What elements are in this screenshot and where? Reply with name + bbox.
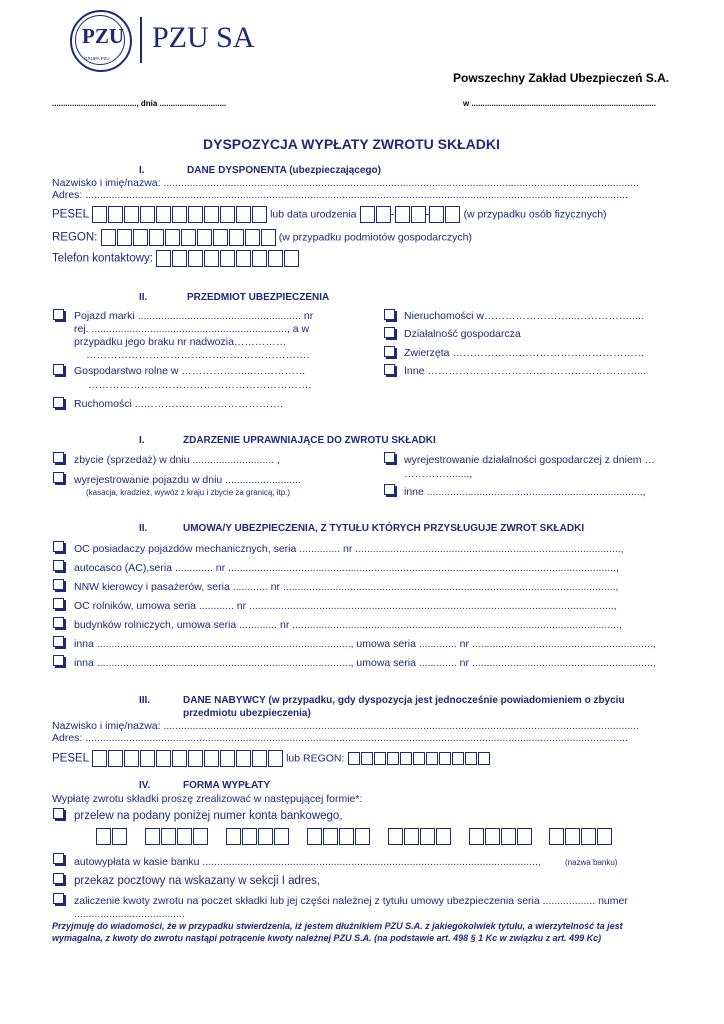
farm-line-1: Gospodarstwo rolne w ………………...…………… bbox=[74, 365, 306, 377]
birth-label: lub data urodzenia bbox=[270, 208, 357, 221]
sec3-heading: ZDARZENIE UPRAWNIAJĄCE DO ZWROTU SKŁADKI bbox=[183, 435, 436, 446]
vehicle-line-1: Pojazd marki ........................................................ nr bbox=[74, 310, 314, 322]
iban-group[interactable] bbox=[226, 828, 289, 845]
sec3-num: I. bbox=[139, 435, 145, 446]
real-estate-checkbox[interactable] bbox=[384, 309, 395, 320]
transfer-label: przelew na podany poniżej numer konta bankowego, bbox=[74, 810, 343, 822]
pesel-label: PESEL bbox=[52, 208, 89, 221]
contract-item: NNW kierowcy i pasażerów, seria ............ nr .................................................................................................................., bbox=[74, 581, 619, 593]
other-subject-checkbox[interactable] bbox=[384, 364, 395, 375]
sec1-phone-row bbox=[52, 250, 299, 267]
birth-day-boxes[interactable] bbox=[360, 206, 391, 223]
offset-checkbox[interactable] bbox=[53, 893, 64, 904]
sec6-num: IV. bbox=[139, 780, 151, 791]
page-title: DYSPOZYCJA WYPŁATY ZWROTU SKŁADKI bbox=[203, 136, 500, 152]
contract-checkbox[interactable] bbox=[53, 617, 64, 628]
contract-item: budynków rolniczych, umowa seria ............. nr ................................................................................................................, bbox=[74, 619, 622, 631]
biz-dereg-line-2: …………........, bbox=[404, 468, 473, 480]
sale-checkbox[interactable] bbox=[53, 452, 64, 463]
dereg-label: wyrejestrowanie pojazdu w dniu .......................... bbox=[74, 474, 302, 486]
other-subject-label: Inne ……………………………………………………... bbox=[404, 365, 647, 377]
contract-checkbox[interactable] bbox=[53, 636, 64, 647]
autopay-label: autowypłata w kasie banku ..................................................................................................................., bbox=[74, 856, 541, 868]
vehicle-line-2: rej. ..................................................................., a w bbox=[74, 323, 310, 335]
iban-boxes[interactable] bbox=[96, 828, 612, 846]
sec5-num: III. bbox=[139, 695, 151, 706]
regon-note: (w przypadku podmiotów gospodarczych) bbox=[278, 231, 472, 244]
animals-checkbox[interactable] bbox=[384, 346, 395, 357]
logo-divider bbox=[140, 17, 142, 63]
postal-label: przekaz pocztowy na wskazany w sekcji I adres, bbox=[74, 875, 321, 887]
buyer-regon-label: lub REGON: bbox=[286, 752, 345, 765]
iban-group[interactable] bbox=[307, 828, 370, 845]
biz-dereg-line-1: wyrejestrowanie działalności gospodarczej z dniem … bbox=[404, 454, 655, 466]
contract-checkbox[interactable] bbox=[53, 541, 64, 552]
contract-checkbox[interactable] bbox=[53, 579, 64, 590]
sec5-heading-line-1: DANE NABYWCY (w przypadku, gdy dyspozycja jest jednocześnie powiadomieniem o zbyciu bbox=[183, 695, 625, 706]
place-line[interactable]: w ................................................................................... bbox=[463, 99, 656, 108]
biz-dereg-checkbox[interactable] bbox=[384, 452, 395, 463]
sec1-heading: DANE DYSPONENTA (ubezpieczającego) bbox=[187, 165, 381, 176]
birth-month-boxes[interactable] bbox=[395, 206, 426, 223]
sec6-intro: Wypłatę zwrotu składki proszę zrealizować w następującej formie*: bbox=[52, 793, 363, 805]
sec4-heading: UMOWA/Y UBEZPIECZENIA, Z TYTUŁU KTÓRYCH PRZYSŁUGUJE ZWROT SKŁADKI bbox=[183, 523, 585, 534]
movables-label: Ruchomości ...…………………………………. bbox=[74, 398, 283, 410]
autopay-note: (nazwa banku) bbox=[565, 858, 618, 867]
iban-group[interactable] bbox=[549, 828, 612, 845]
regon-label: REGON: bbox=[52, 231, 98, 244]
offset-line-1: zaliczenie kwoty zwrotu na poczet składki lub jej części należnej z tytułu umowy ubezpieczenia seria .................. numer bbox=[74, 895, 628, 907]
sec5-ids-row bbox=[52, 750, 490, 767]
sec1-pesel-row: PESEL lub data urodzenia - - (w przypadku osób fizycznych) bbox=[52, 206, 607, 223]
iban-group[interactable] bbox=[145, 828, 208, 845]
sec6-heading: FORMA WYPŁATY bbox=[183, 780, 271, 791]
contract-item: OC posiadaczy pojazdów mechanicznych, seria .............. nr ..........................................................................................., bbox=[74, 543, 624, 555]
sec1-num: I. bbox=[139, 165, 145, 176]
footnote-line-1: Przyjmuję do wiadomości, że w przypadku stwierdzenia, iż jestem dłużnikiem PZU S.A. z jakiegokolwiek tytułu, a wierzytelność ta jest bbox=[52, 921, 623, 931]
animals-label: Zwierzęta ……………….……………………………… bbox=[404, 347, 645, 359]
buyer-pesel-boxes[interactable] bbox=[92, 750, 283, 767]
footnote-line-2: wymagalna, z kwoty do zwrotu nastąpi potrącenie kwoty należnej PZU S.A. (na podstawie art. 498 § 1 Kc w związku z art. 499 Kc) bbox=[52, 933, 602, 943]
farm-line-2: ………………………………………………………. bbox=[88, 379, 312, 391]
contract-item: inna ......................................................................................., umowa seria ............. nr .............................................................., bbox=[74, 638, 656, 650]
vehicle-line-3: przypadku jego braku nr nadwozia…………… bbox=[74, 336, 287, 348]
business-checkbox[interactable] bbox=[384, 327, 395, 338]
transfer-checkbox[interactable] bbox=[53, 808, 64, 819]
farm-checkbox[interactable] bbox=[53, 364, 64, 375]
birth-note: (w przypadku osób fizycznych) bbox=[463, 208, 607, 221]
sec1-regon-row bbox=[52, 229, 472, 246]
birth-year-boxes[interactable] bbox=[429, 206, 460, 223]
dereg-note: (kasacja, kradzież, wywóz z kraju i zbycie za granicą, itp.) bbox=[86, 488, 291, 497]
offset-line-2: ...................................... bbox=[74, 908, 185, 920]
contract-checkbox[interactable] bbox=[53, 598, 64, 609]
sec4-num: II. bbox=[139, 523, 148, 534]
business-label: Działalność gospodarcza bbox=[404, 328, 521, 340]
real-estate-label: Nieruchomości w……………………...……………..... bbox=[404, 310, 644, 322]
other-event-checkbox[interactable] bbox=[384, 484, 395, 495]
sec1-name-line[interactable]: Nazwisko i imię/nazwa: ................................................................................................................................................................... bbox=[52, 177, 639, 189]
date-line[interactable]: ......................................, dnia .............................. bbox=[52, 99, 227, 108]
contract-item: inna ......................................................................................., umowa seria ............. nr .............................................................., bbox=[74, 657, 656, 669]
iban-group[interactable] bbox=[96, 828, 127, 845]
iban-group[interactable] bbox=[469, 828, 532, 845]
logo-mark: PZU bbox=[82, 24, 124, 48]
iban-group[interactable] bbox=[388, 828, 451, 845]
logo-ring-text: GRUPA PZU bbox=[84, 56, 110, 61]
movables-checkbox[interactable] bbox=[53, 397, 64, 408]
dereg-checkbox[interactable] bbox=[53, 472, 64, 483]
phone-label: Telefon kontaktowy: bbox=[52, 252, 154, 265]
contract-checkbox[interactable] bbox=[53, 560, 64, 571]
brand-name: PZU SA bbox=[152, 21, 255, 54]
sec5-name-line[interactable]: Nazwisko i imię/nazwa: ................................................................................................................................................................... bbox=[52, 720, 639, 732]
postal-checkbox[interactable] bbox=[53, 873, 64, 884]
sec5-heading-line-2: przedmiotu ubezpieczenia) bbox=[183, 708, 311, 719]
regon-boxes[interactable] bbox=[101, 229, 276, 246]
other-event-label: inne .........................................................................., bbox=[404, 486, 646, 498]
sec2-num: II. bbox=[139, 292, 148, 303]
contract-item: autocasco (AC),seria ............. nr ....................................................................................................................................., bbox=[74, 562, 619, 574]
company-name: Powszechny Zakład Ubezpieczeń S.A. bbox=[453, 71, 670, 85]
vehicle-line-4: ………………………………………………………. bbox=[86, 349, 310, 361]
autopay-checkbox[interactable] bbox=[53, 853, 64, 864]
sec5-address-line[interactable]: Adres: .......................................................................................................................................................................................... bbox=[52, 732, 628, 744]
contract-item: OC rolników, umowa seria ............ nr ............................................................................................................................., bbox=[74, 600, 617, 612]
pesel-boxes[interactable] bbox=[92, 206, 267, 223]
sec2-heading: PRZEDMIOT UBEZPIECZENIA bbox=[187, 292, 330, 303]
sale-label: zbycie (sprzedaż) w dniu ............................ , bbox=[74, 454, 280, 466]
vehicle-checkbox[interactable] bbox=[53, 309, 64, 320]
buyer-pesel-label: PESEL bbox=[52, 752, 89, 765]
phone-boxes[interactable] bbox=[156, 250, 299, 267]
sec1-address-line[interactable]: Adres: .......................................................................................................................................................................................... bbox=[52, 189, 628, 201]
buyer-regon-boxes[interactable] bbox=[348, 752, 490, 765]
contract-checkbox[interactable] bbox=[53, 655, 64, 666]
